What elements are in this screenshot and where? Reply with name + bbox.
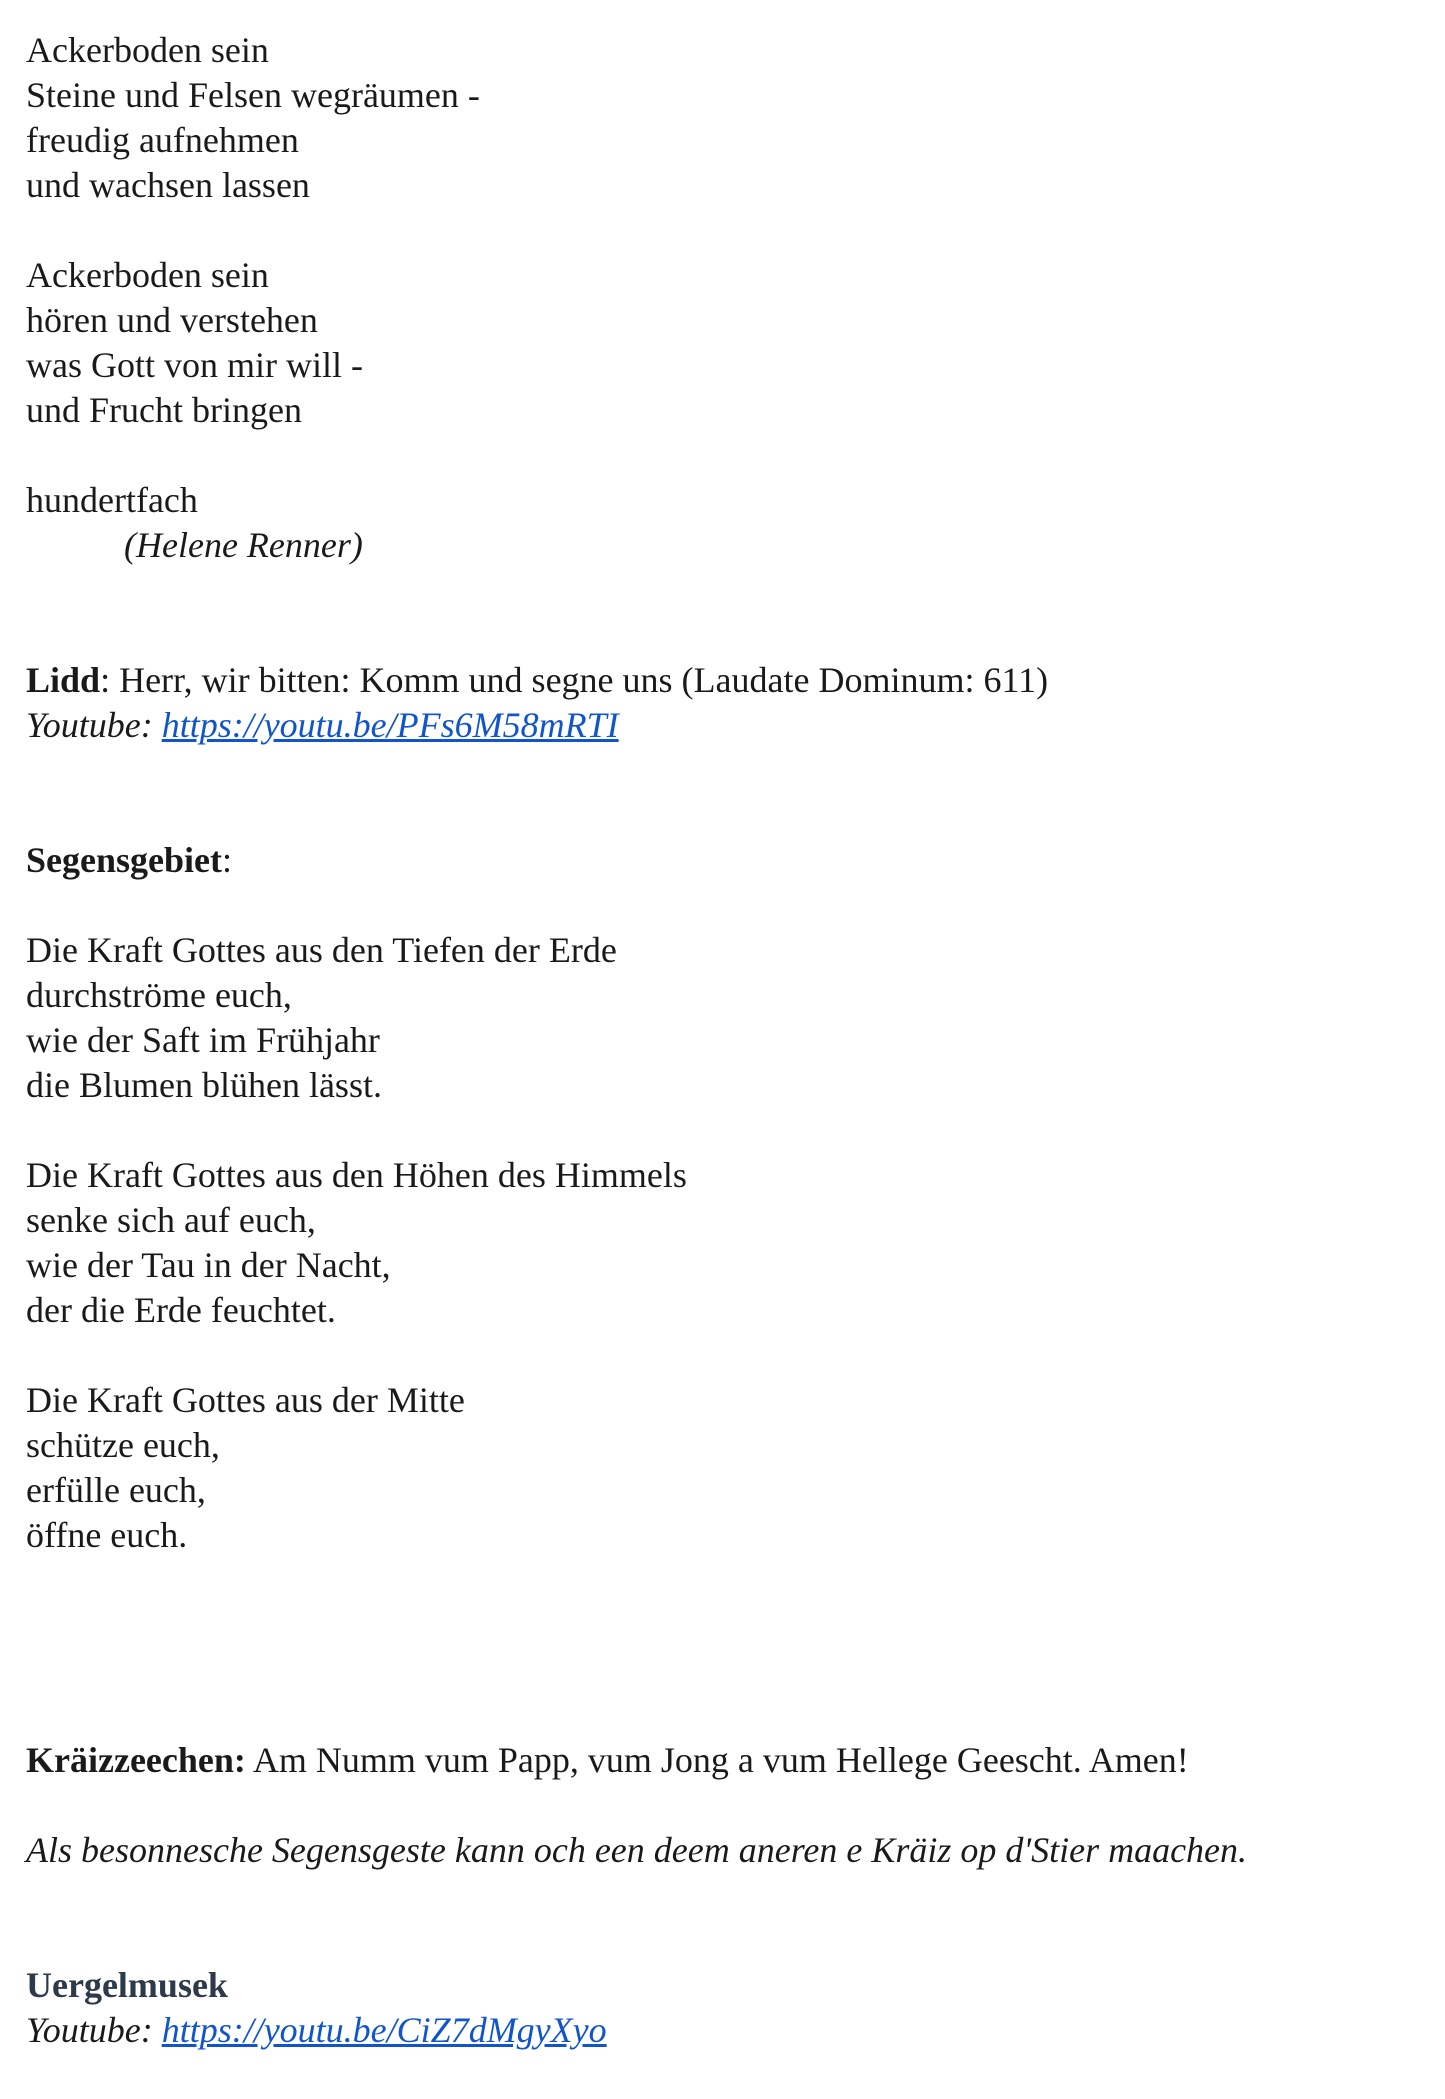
cross-label: Kräizzeechen:: [26, 1740, 246, 1780]
blessing-heading-text: Segensgebiet: [26, 840, 222, 880]
blessing-stanza-1: [26, 928, 1406, 1108]
blessing-line: erfülle euch,: [26, 1470, 206, 1510]
song-title: : Herr, wir bitten: Komm und segne uns (Laudate Dominum: 611): [100, 660, 1049, 700]
cross-text: Am Numm vum Papp, vum Jong a vum Hellege Geescht. Amen!: [245, 1740, 1189, 1780]
organ-youtube-line: [26, 2008, 1406, 2053]
poem-author: (Helene Renner): [124, 525, 363, 565]
poem-line: Ackerboden sein: [26, 30, 269, 70]
poem-line: Ackerboden sein: [26, 255, 269, 295]
cross-note: Als besonnesche Segensgeste kann och een deem aneren e Kräiz op d'Stier maachen.: [26, 1830, 1248, 1870]
blessing-stanza-3: [26, 1378, 1406, 1558]
poem-line: und Frucht bringen: [26, 390, 302, 430]
poem-stanza-2: [26, 253, 1406, 433]
blessing-line: Die Kraft Gottes aus der Mitte: [26, 1380, 465, 1420]
poem-line: freudig aufnehmen: [26, 120, 299, 160]
blessing-heading: [26, 838, 1406, 883]
document-page: [26, 28, 1406, 2053]
song-label: Lidd: [26, 660, 101, 700]
youtube-label: Youtube:: [26, 2010, 162, 2050]
blessing-line: Die Kraft Gottes aus den Tiefen der Erde: [26, 930, 617, 970]
youtube-label: Youtube:: [26, 705, 162, 745]
blessing-line: durchströme euch,: [26, 975, 292, 1015]
song-youtube-link[interactable]: https://youtu.be/PFs6M58mRTI: [161, 705, 619, 745]
poem-stanza-1: [26, 28, 1406, 208]
poem-line: Steine und Felsen wegräumen -: [26, 75, 480, 115]
blessing-heading-colon: :: [221, 840, 232, 880]
blessing-line: senke sich auf euch,: [26, 1200, 316, 1240]
poem-final-line: hundertfach: [26, 480, 198, 520]
blessing-line: der die Erde feuchtet.: [26, 1290, 336, 1330]
poem-line: was Gott von mir will -: [26, 345, 363, 385]
poem-line: hören und verstehen: [26, 300, 318, 340]
poem-line: und wachsen lassen: [26, 165, 310, 205]
blessing-line: öffne euch.: [26, 1515, 188, 1555]
cross-line: [26, 1738, 1406, 1783]
blessing-stanza-2: [26, 1153, 1406, 1333]
song-youtube-line: [26, 703, 1406, 748]
cross-section: [26, 1738, 1406, 1873]
song-section: [26, 658, 1406, 748]
organ-section: [26, 1963, 1406, 2053]
blessing-line: Die Kraft Gottes aus den Höhen des Himmels: [26, 1155, 687, 1195]
organ-heading: Uergelmusek: [26, 1965, 228, 2005]
organ-youtube-link[interactable]: https://youtu.be/CiZ7dMgyXyo: [161, 2010, 607, 2050]
blessing-line: schütze euch,: [26, 1425, 220, 1465]
song-line: [26, 658, 1406, 703]
blessing-line: die Blumen blühen lässt.: [26, 1065, 382, 1105]
blessing-line: wie der Saft im Frühjahr: [26, 1020, 380, 1060]
blessing-line: wie der Tau in der Nacht,: [26, 1245, 391, 1285]
